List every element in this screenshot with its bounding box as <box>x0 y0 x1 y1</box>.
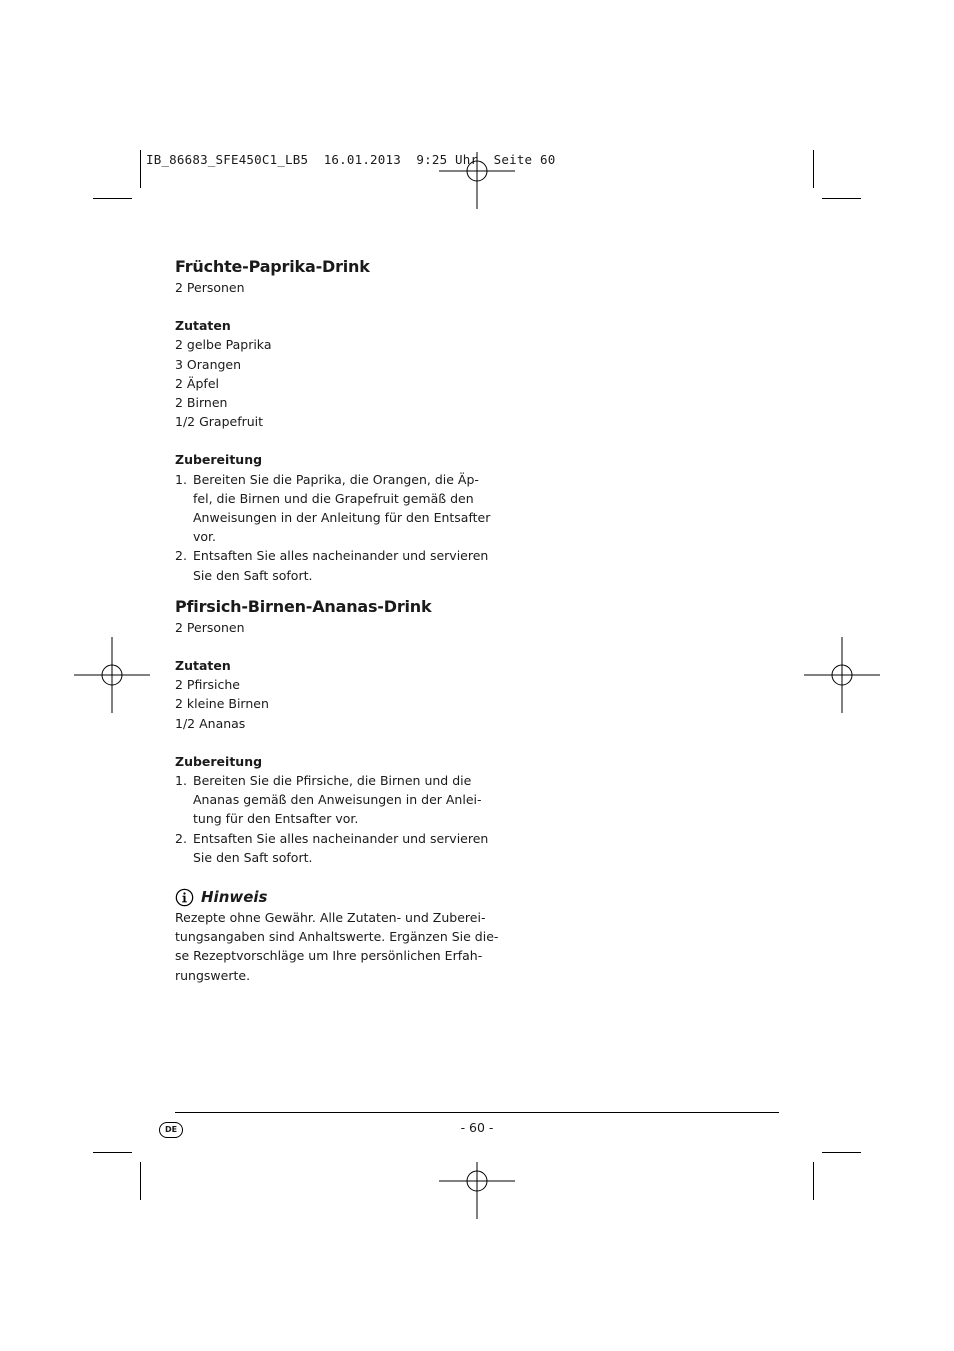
step-number: 1. <box>175 773 187 789</box>
preparation-heading: Zubereitung <box>175 753 263 769</box>
crop-mark <box>822 198 861 199</box>
step-text-line: Ananas gemäß den Anweisungen in der Anlei- <box>193 792 482 808</box>
preparation-step <box>175 829 489 867</box>
note-text <box>175 908 499 985</box>
step-text-line: vor. <box>193 529 217 545</box>
note-box <box>175 886 499 985</box>
ingredients-heading: Zutaten <box>175 318 231 334</box>
recipe-title: Früchte-Paprika-Drink <box>175 257 370 276</box>
step-number: 1. <box>175 471 187 487</box>
print-slug: IB_86683_SFE450C1_LB5 16.01.2013 9:25 Uhr Seite 60 <box>146 152 556 167</box>
ingredient-item: 2 kleine Birnen <box>175 696 269 712</box>
ingredient-item: 3 Orangen <box>175 356 242 372</box>
note-title: Hinweis <box>201 888 268 907</box>
preparation-step <box>175 771 482 829</box>
preparation-step <box>175 546 489 584</box>
ingredient-item: 1/2 Ananas <box>175 715 246 731</box>
recipe-pfirsich-birnen-ananas <box>175 596 489 867</box>
registration-mark-bottom <box>439 1143 515 1219</box>
crop-mark <box>93 1152 132 1153</box>
crop-mark <box>813 150 814 188</box>
footer-divider <box>175 1112 779 1113</box>
preparation-step <box>175 470 491 547</box>
preparation-steps <box>175 771 489 867</box>
registration-mark-right <box>804 637 880 713</box>
crop-mark <box>822 1152 861 1153</box>
servings: 2 Personen <box>175 280 245 295</box>
step-text-line: Entsaften Sie alles nacheinander und servieren <box>193 548 489 564</box>
crop-mark <box>813 1162 814 1200</box>
step-number: 2. <box>175 548 187 564</box>
note-text-line: Rezepte ohne Gewähr. Alle Zutaten- und Zuberei- <box>175 910 486 926</box>
ingredient-item: 2 Birnen <box>175 395 228 411</box>
recipe-frucht-paprika <box>175 256 491 585</box>
step-text-line: Bereiten Sie die Paprika, die Orangen, die Äp- <box>193 471 479 487</box>
step-text-line: fel, die Birnen und die Grapefruit gemäß den <box>193 490 474 506</box>
step-text-line: Anweisungen in der Anleitung für den Entsafter <box>193 510 491 526</box>
ingredients-list <box>175 335 475 431</box>
info-icon <box>175 888 194 907</box>
preparation-heading: Zubereitung <box>175 452 263 468</box>
ingredient-item: 2 Pfirsiche <box>175 677 240 693</box>
step-text-line: Entsaften Sie alles nacheinander und servieren <box>193 830 489 846</box>
crop-mark <box>93 198 132 199</box>
step-text-line: Sie den Saft sofort. <box>193 567 313 583</box>
note-heading <box>175 886 475 908</box>
ingredients-heading: Zutaten <box>175 658 231 674</box>
recipe-title: Pfirsich-Birnen-Ananas-Drink <box>175 596 432 616</box>
language-badge: DE <box>159 1122 183 1138</box>
step-number: 2. <box>175 830 187 846</box>
registration-mark-left <box>74 637 150 713</box>
registration-mark-top <box>439 133 515 209</box>
ingredient-item: 1/2 Grapefruit <box>175 414 264 430</box>
ingredient-item: 2 Äpfel <box>175 375 219 391</box>
crop-mark <box>140 1162 141 1200</box>
ingredients-list <box>175 675 475 733</box>
page-number: - 60 - <box>460 1120 494 1135</box>
preparation-steps <box>175 470 491 585</box>
note-text-line: se Rezeptvorschläge um Ihre persönlichen Erfah- <box>175 948 483 964</box>
step-text-line: tung für den Entsafter vor. <box>193 811 359 827</box>
servings: 2 Personen <box>175 619 245 635</box>
ingredient-item: 2 gelbe Paprika <box>175 337 272 353</box>
step-text-line: Sie den Saft sofort. <box>193 849 313 865</box>
page-content <box>175 256 499 985</box>
note-text-line: rungswerte. <box>175 967 251 983</box>
step-text-line: Bereiten Sie die Pfirsiche, die Birnen und die <box>193 773 472 789</box>
crop-mark <box>140 150 141 188</box>
note-text-line: tungsangaben sind Anhaltswerte. Ergänzen Sie die- <box>175 929 499 945</box>
